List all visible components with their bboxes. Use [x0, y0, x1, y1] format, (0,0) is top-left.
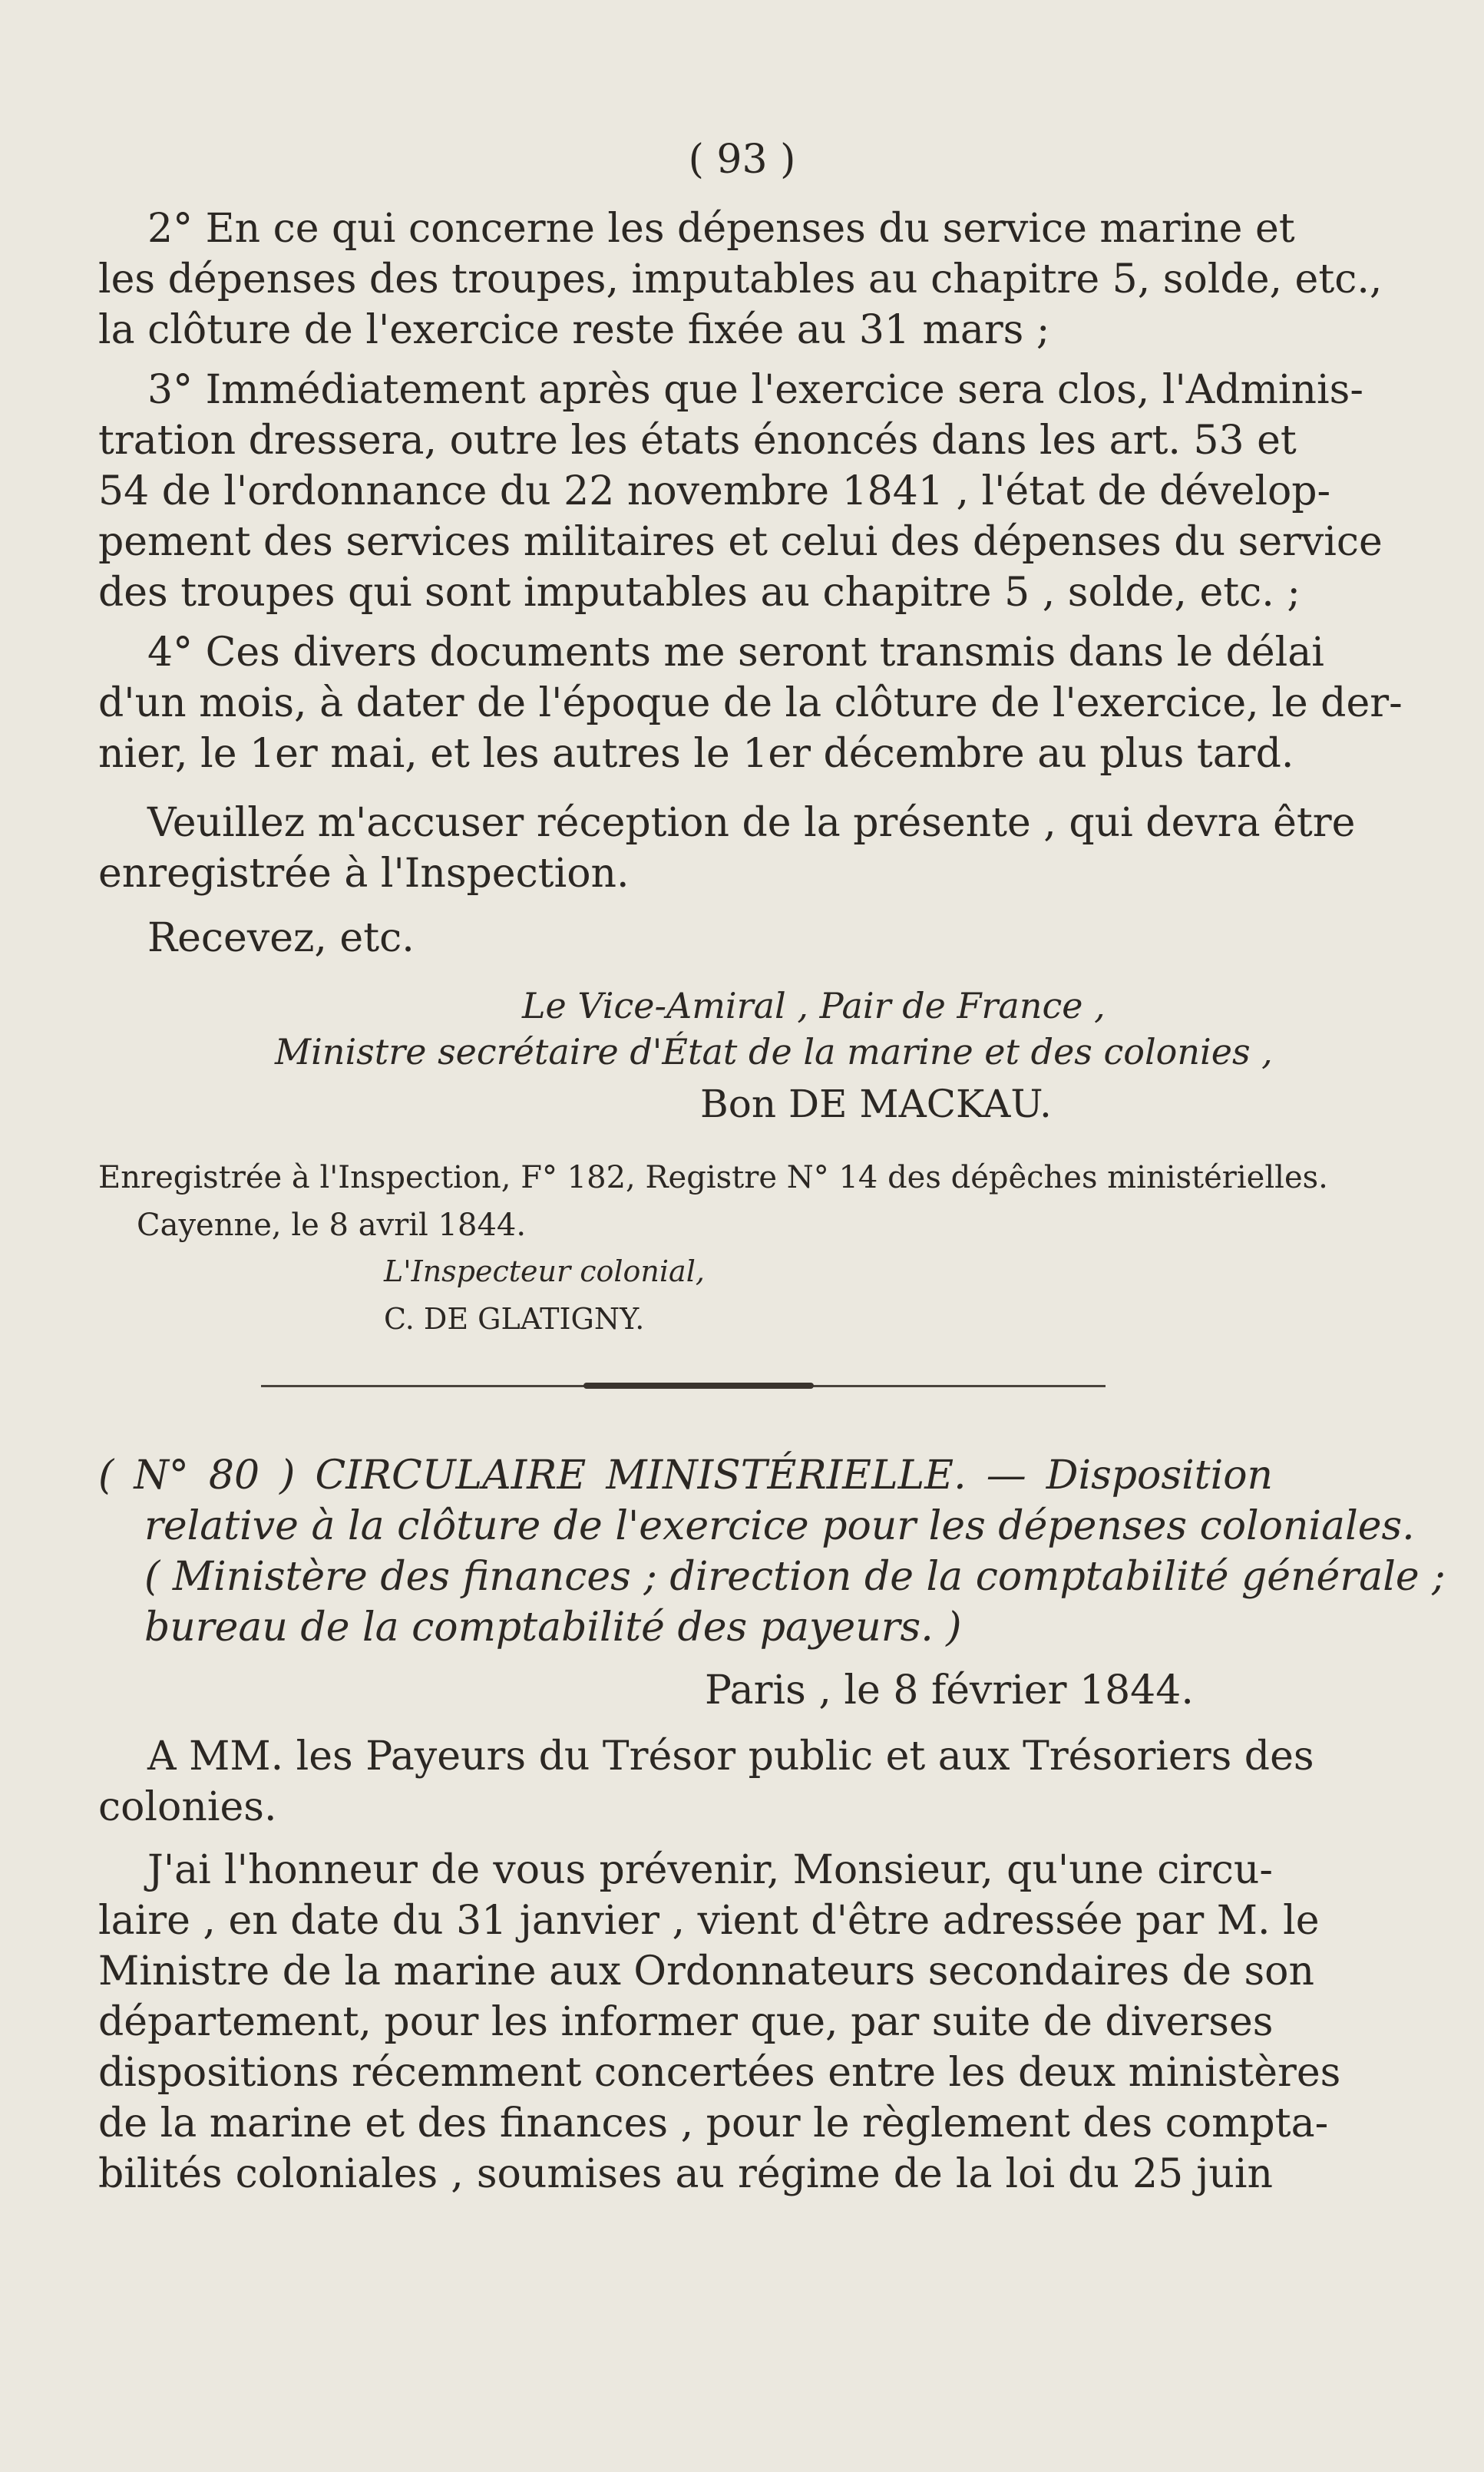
paragraph-3-line-3: 54 de l'ordonnance du 22 novembre 1841 , l'état de dévelop- — [98, 468, 1331, 514]
paragraph-2-line-1: 2° En ce qui concerne les dépenses du service marine et — [147, 206, 1295, 252]
closing-line: Recevez, etc. — [147, 915, 415, 961]
inspector-title: L'Inspecteur colonial, — [384, 1254, 705, 1288]
address-line-2: colonies. — [98, 1784, 277, 1830]
signature-title: Le Vice-Amiral , Pair de France , — [522, 985, 1106, 1026]
section-divider-ornament — [583, 1383, 814, 1389]
paragraph-4-line-2: d'un mois, à dater de l'époque de la clôture de l'exercice, le der- — [98, 680, 1403, 726]
paragraph-2-line-3: la clôture de l'exercice reste fixée au 31 mars ; — [98, 307, 1050, 353]
signature-office: Ministre secrétaire d'État de la marine et des colonies , — [275, 1031, 1273, 1072]
circular-text-line-6: de la marine et des finances , pour le règlement des compta- — [98, 2100, 1329, 2146]
circular-text-line-1: J'ai l'honneur de vous prévenir, Monsieur, qu'une circu- — [147, 1847, 1273, 1893]
circular-text-line-7: bilités coloniales , soumises au régime de la loi du 25 juin — [98, 2151, 1273, 2197]
circular-date: Paris , le 8 février 1844. — [705, 1667, 1194, 1714]
page-number: ( 93 ) — [688, 137, 796, 183]
signature-name: Bon DE MACKAU. — [700, 1082, 1052, 1126]
circular-text-line-4: département, pour les informer que, par suite de diverses — [98, 1999, 1274, 2045]
paragraph-3-line-4: pement des services militaires et celui des dépenses du service — [98, 519, 1383, 565]
circular-heading-line-1: ( N° 80 ) CIRCULAIRE MINISTÉRIELLE. — Disposition — [98, 1452, 1273, 1499]
circular-text-line-2: laire , en date du 31 janvier , vient d'être adressée par M. le — [98, 1898, 1320, 1944]
paragraph-5-line-1: Veuillez m'accuser réception de la présente , qui devra être — [147, 800, 1356, 846]
circular-heading-line-2: relative à la clôture de l'exercice pour les dépenses coloniales. — [144, 1503, 1415, 1549]
paragraph-2-line-2: les dépenses des troupes, imputables au chapitre 5, solde, etc., — [98, 256, 1383, 302]
registration-place-date: Cayenne, le 8 avril 1844. — [137, 1208, 527, 1243]
circular-text-line-5: dispositions récemment concertées entre les deux ministères — [98, 2050, 1341, 2096]
paragraph-3-line-2: tration dressera, outre les états énoncés dans les art. 53 et — [98, 418, 1297, 464]
paragraph-5-line-2: enregistrée à l'Inspection. — [98, 851, 630, 897]
circular-text-line-3: Ministre de la marine aux Ordonnateurs secondaires de son — [98, 1948, 1314, 1994]
circular-heading-line-3: ( Ministère des finances ; direction de la comptabilité générale ; — [144, 1554, 1446, 1600]
paragraph-3-line-1: 3° Immédiatement après que l'exercice sera clos, l'Adminis- — [147, 367, 1363, 413]
address-line-1: A MM. les Payeurs du Trésor public et aux Trésoriers des — [147, 1733, 1314, 1780]
registration-line: Enregistrée à l'Inspection, F° 182, Registre N° 14 des dépêches ministérielles. — [98, 1160, 1328, 1195]
paragraph-4-line-1: 4° Ces divers documents me seront transmis dans le délai — [147, 630, 1324, 676]
paragraph-3-line-5: des troupes qui sont imputables au chapitre 5 , solde, etc. ; — [98, 570, 1301, 616]
circular-heading-line-4: bureau de la comptabilité des payeurs. ) — [144, 1604, 962, 1651]
inspector-name: C. DE GLATIGNY. — [384, 1302, 645, 1336]
paragraph-4-line-3: nier, le 1er mai, et les autres le 1er décembre au plus tard. — [98, 731, 1294, 777]
